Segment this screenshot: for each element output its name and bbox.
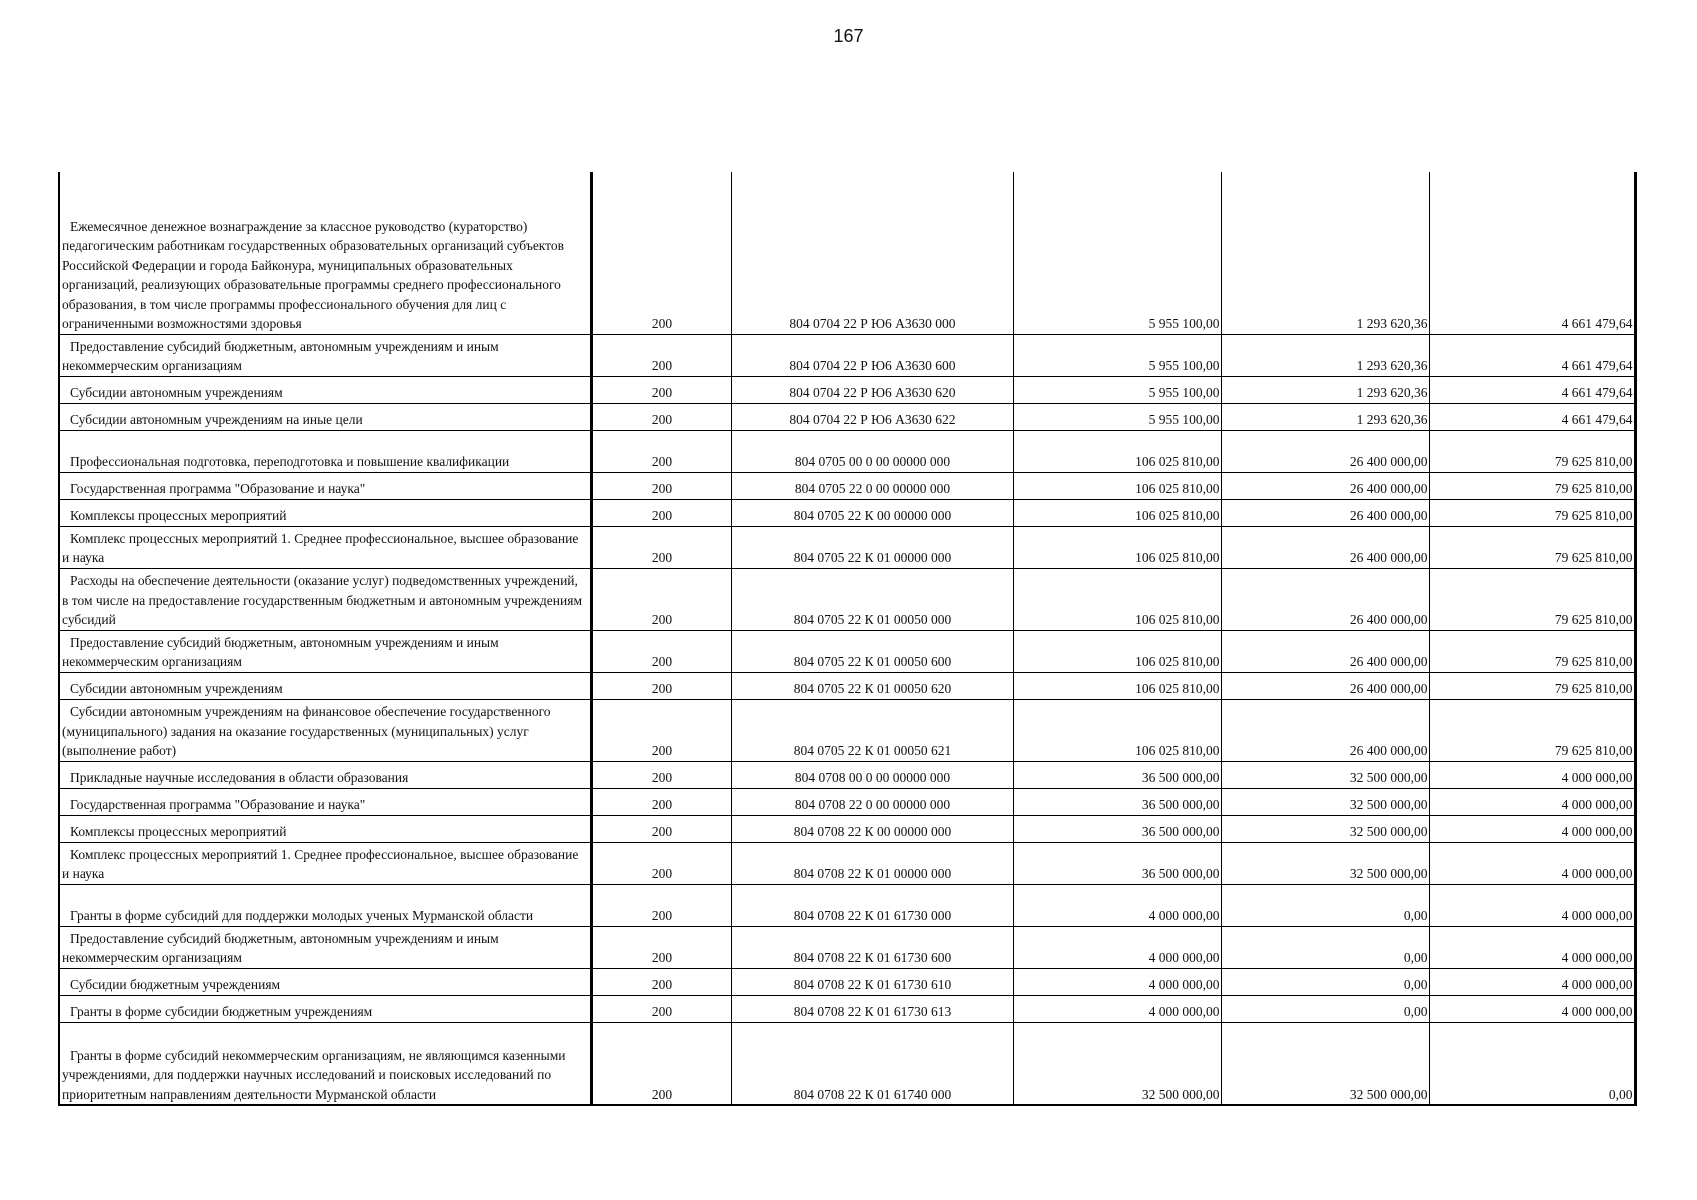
row-value3-cell: 4 000 000,00 (1429, 842, 1635, 884)
row-value2-cell: 32 500 000,00 (1221, 1022, 1429, 1105)
row-value2-cell: 1 293 620,36 (1221, 172, 1429, 334)
row-value2-cell: 32 500 000,00 (1221, 815, 1429, 842)
row-code-cell: 200 (591, 630, 731, 672)
table-row (59, 995, 1635, 1022)
table-row (59, 968, 1635, 995)
row-kbk-cell: 804 0704 22 Р Ю6 А3630 600 (731, 334, 1013, 376)
row-value3-cell: 79 625 810,00 (1429, 630, 1635, 672)
row-name-cell: Государственная программа "Образование и наука" (59, 472, 591, 499)
row-kbk-cell: 804 0705 00 0 00 00000 000 (731, 430, 1013, 472)
row-code-cell: 200 (591, 472, 731, 499)
row-value1-cell: 106 025 810,00 (1013, 630, 1221, 672)
row-kbk-cell: 804 0708 22 К 01 61730 610 (731, 968, 1013, 995)
row-value2-cell: 26 400 000,00 (1221, 699, 1429, 761)
row-name-cell: Расходы на обеспечение деятельности (оказание услуг) подведомственных учреждений, в том числе на предоставление государственным бюджетным и автономным учреждениям субсидий (59, 568, 591, 630)
row-code-cell: 200 (591, 568, 731, 630)
row-value2-cell: 32 500 000,00 (1221, 788, 1429, 815)
row-value3-cell: 79 625 810,00 (1429, 499, 1635, 526)
row-value1-cell: 106 025 810,00 (1013, 672, 1221, 699)
row-name-cell: Профессиональная подготовка, переподготовка и повышение квалификации (59, 430, 591, 472)
table-row (59, 699, 1635, 761)
row-value3-cell: 79 625 810,00 (1429, 472, 1635, 499)
row-name-cell: Прикладные научные исследования в области образования (59, 761, 591, 788)
row-kbk-cell: 804 0708 00 0 00 00000 000 (731, 761, 1013, 788)
table-row (59, 672, 1635, 699)
row-kbk-cell: 804 0708 22 К 01 61730 600 (731, 926, 1013, 968)
row-kbk-cell: 804 0705 22 К 01 00050 000 (731, 568, 1013, 630)
row-name-cell: Субсидии автономным учреждениям (59, 376, 591, 403)
row-kbk-cell: 804 0708 22 К 01 61740 000 (731, 1022, 1013, 1105)
row-code-cell: 200 (591, 926, 731, 968)
row-value2-cell: 26 400 000,00 (1221, 672, 1429, 699)
page-number: 167 (833, 26, 864, 46)
row-value2-cell: 32 500 000,00 (1221, 761, 1429, 788)
table-row (59, 815, 1635, 842)
table-row (59, 568, 1635, 630)
row-value3-cell: 79 625 810,00 (1429, 672, 1635, 699)
row-name-cell: Государственная программа "Образование и наука" (59, 788, 591, 815)
table-row (59, 884, 1635, 926)
row-code-cell: 200 (591, 1022, 731, 1105)
row-name-cell: Комплекс процессных мероприятий 1. Среднее профессиональное, высшее образование и наука (59, 526, 591, 568)
row-code-cell: 200 (591, 699, 731, 761)
row-value2-cell: 26 400 000,00 (1221, 499, 1429, 526)
row-name-cell: Ежемесячное денежное вознаграждение за классное руководство (кураторство) педагогическим работникам государственных образовательных организаций субъектов Российской Федерации и города Байконура, муниципальных образовательных организаций, реализующих образовательные программы среднего профессионального образования, в том числе программы профессионального обучения для лиц с ограниченными возможностями здоровья (59, 172, 591, 334)
row-kbk-cell: 804 0708 22 К 01 61730 613 (731, 995, 1013, 1022)
row-kbk-cell: 804 0704 22 Р Ю6 А3630 620 (731, 376, 1013, 403)
row-value3-cell: 79 625 810,00 (1429, 430, 1635, 472)
budget-table (58, 172, 1637, 1106)
row-code-cell: 200 (591, 672, 731, 699)
row-value2-cell: 0,00 (1221, 884, 1429, 926)
row-value2-cell: 26 400 000,00 (1221, 472, 1429, 499)
row-name-cell: Предоставление субсидий бюджетным, автономным учреждениям и иным некоммерческим организациям (59, 926, 591, 968)
row-value2-cell: 1 293 620,36 (1221, 376, 1429, 403)
row-value3-cell: 4 661 479,64 (1429, 403, 1635, 430)
row-value2-cell: 26 400 000,00 (1221, 630, 1429, 672)
row-kbk-cell: 804 0708 22 0 00 00000 000 (731, 788, 1013, 815)
table-row (59, 376, 1635, 403)
row-code-cell: 200 (591, 968, 731, 995)
row-value3-cell: 4 000 000,00 (1429, 995, 1635, 1022)
row-value1-cell: 4 000 000,00 (1013, 926, 1221, 968)
table-row (59, 842, 1635, 884)
row-value1-cell: 4 000 000,00 (1013, 968, 1221, 995)
row-value1-cell: 36 500 000,00 (1013, 842, 1221, 884)
row-code-cell: 200 (591, 430, 731, 472)
row-value1-cell: 106 025 810,00 (1013, 472, 1221, 499)
row-kbk-cell: 804 0708 22 К 01 00000 000 (731, 842, 1013, 884)
table-row (59, 1022, 1635, 1105)
row-name-cell: Предоставление субсидий бюджетным, автономным учреждениям и иным некоммерческим организациям (59, 630, 591, 672)
table-row (59, 334, 1635, 376)
row-code-cell: 200 (591, 172, 731, 334)
row-value2-cell: 1 293 620,36 (1221, 334, 1429, 376)
table-row (59, 472, 1635, 499)
row-value3-cell: 4 661 479,64 (1429, 334, 1635, 376)
row-value3-cell: 4 000 000,00 (1429, 788, 1635, 815)
row-code-cell: 200 (591, 499, 731, 526)
row-code-cell: 200 (591, 334, 731, 376)
row-name-cell: Гранты в форме субсидий некоммерческим организациям, не являющимся казенными учреждениями, для поддержки научных исследований и поисковых исследований по приоритетным направлениям деятельности Мурманской области (59, 1022, 591, 1105)
row-value3-cell: 79 625 810,00 (1429, 526, 1635, 568)
row-value1-cell: 5 955 100,00 (1013, 376, 1221, 403)
row-value1-cell: 106 025 810,00 (1013, 526, 1221, 568)
row-name-cell: Предоставление субсидий бюджетным, автономным учреждениям и иным некоммерческим организациям (59, 334, 591, 376)
row-value2-cell: 26 400 000,00 (1221, 568, 1429, 630)
row-value3-cell: 4 000 000,00 (1429, 815, 1635, 842)
row-value3-cell: 4 661 479,64 (1429, 172, 1635, 334)
row-value3-cell: 4 000 000,00 (1429, 926, 1635, 968)
row-value2-cell: 26 400 000,00 (1221, 430, 1429, 472)
table-row (59, 499, 1635, 526)
table-row (59, 630, 1635, 672)
row-code-cell: 200 (591, 995, 731, 1022)
row-kbk-cell: 804 0705 22 К 01 00050 600 (731, 630, 1013, 672)
row-value1-cell: 5 955 100,00 (1013, 334, 1221, 376)
row-name-cell: Субсидии автономным учреждениям на иные цели (59, 403, 591, 430)
row-code-cell: 200 (591, 376, 731, 403)
table-body (59, 172, 1635, 1105)
row-kbk-cell: 804 0705 22 К 01 00050 620 (731, 672, 1013, 699)
row-name-cell: Субсидии автономным учреждениям на финансовое обеспечение государственного (муниципального) задания на оказание государственных (муниципальных) услуг (выполнение работ) (59, 699, 591, 761)
row-value1-cell: 106 025 810,00 (1013, 568, 1221, 630)
row-value1-cell: 4 000 000,00 (1013, 884, 1221, 926)
row-kbk-cell: 804 0705 22 К 00 00000 000 (731, 499, 1013, 526)
row-value3-cell: 79 625 810,00 (1429, 699, 1635, 761)
row-value3-cell: 4 661 479,64 (1429, 376, 1635, 403)
row-kbk-cell: 804 0705 22 0 00 00000 000 (731, 472, 1013, 499)
table-row (59, 526, 1635, 568)
row-code-cell: 200 (591, 526, 731, 568)
row-name-cell: Субсидии бюджетным учреждениям (59, 968, 591, 995)
table-row (59, 926, 1635, 968)
row-value1-cell: 32 500 000,00 (1013, 1022, 1221, 1105)
row-name-cell: Комплекс процессных мероприятий 1. Среднее профессиональное, высшее образование и наука (59, 842, 591, 884)
row-name-cell: Гранты в форме субсидий для поддержки молодых ученых Мурманской области (59, 884, 591, 926)
row-value2-cell: 0,00 (1221, 995, 1429, 1022)
row-value1-cell: 36 500 000,00 (1013, 761, 1221, 788)
table-row (59, 788, 1635, 815)
row-name-cell: Субсидии автономным учреждениям (59, 672, 591, 699)
row-kbk-cell: 804 0704 22 Р Ю6 А3630 000 (731, 172, 1013, 334)
row-name-cell: Комплексы процессных мероприятий (59, 815, 591, 842)
row-value3-cell: 0,00 (1429, 1022, 1635, 1105)
row-value2-cell: 26 400 000,00 (1221, 526, 1429, 568)
row-kbk-cell: 804 0705 22 К 01 00000 000 (731, 526, 1013, 568)
row-value2-cell: 32 500 000,00 (1221, 842, 1429, 884)
row-value1-cell: 106 025 810,00 (1013, 499, 1221, 526)
row-kbk-cell: 804 0705 22 К 01 00050 621 (731, 699, 1013, 761)
row-value2-cell: 0,00 (1221, 926, 1429, 968)
row-value3-cell: 4 000 000,00 (1429, 884, 1635, 926)
row-code-cell: 200 (591, 788, 731, 815)
row-code-cell: 200 (591, 403, 731, 430)
row-value1-cell: 106 025 810,00 (1013, 430, 1221, 472)
row-value1-cell: 36 500 000,00 (1013, 788, 1221, 815)
table-row (59, 430, 1635, 472)
row-value1-cell: 5 955 100,00 (1013, 172, 1221, 334)
row-value3-cell: 4 000 000,00 (1429, 761, 1635, 788)
row-value2-cell: 1 293 620,36 (1221, 403, 1429, 430)
row-kbk-cell: 804 0708 22 К 00 00000 000 (731, 815, 1013, 842)
row-name-cell: Гранты в форме субсидии бюджетным учреждениям (59, 995, 591, 1022)
row-kbk-cell: 804 0708 22 К 01 61730 000 (731, 884, 1013, 926)
row-code-cell: 200 (591, 884, 731, 926)
row-name-cell: Комплексы процессных мероприятий (59, 499, 591, 526)
row-value3-cell: 79 625 810,00 (1429, 568, 1635, 630)
table-row (59, 761, 1635, 788)
row-value3-cell: 4 000 000,00 (1429, 968, 1635, 995)
row-value2-cell: 0,00 (1221, 968, 1429, 995)
row-value1-cell: 5 955 100,00 (1013, 403, 1221, 430)
table-row (59, 172, 1635, 334)
row-code-cell: 200 (591, 761, 731, 788)
row-kbk-cell: 804 0704 22 Р Ю6 А3630 622 (731, 403, 1013, 430)
row-value1-cell: 4 000 000,00 (1013, 995, 1221, 1022)
row-code-cell: 200 (591, 842, 731, 884)
row-code-cell: 200 (591, 815, 731, 842)
table-row (59, 403, 1635, 430)
row-value1-cell: 106 025 810,00 (1013, 699, 1221, 761)
row-value1-cell: 36 500 000,00 (1013, 815, 1221, 842)
